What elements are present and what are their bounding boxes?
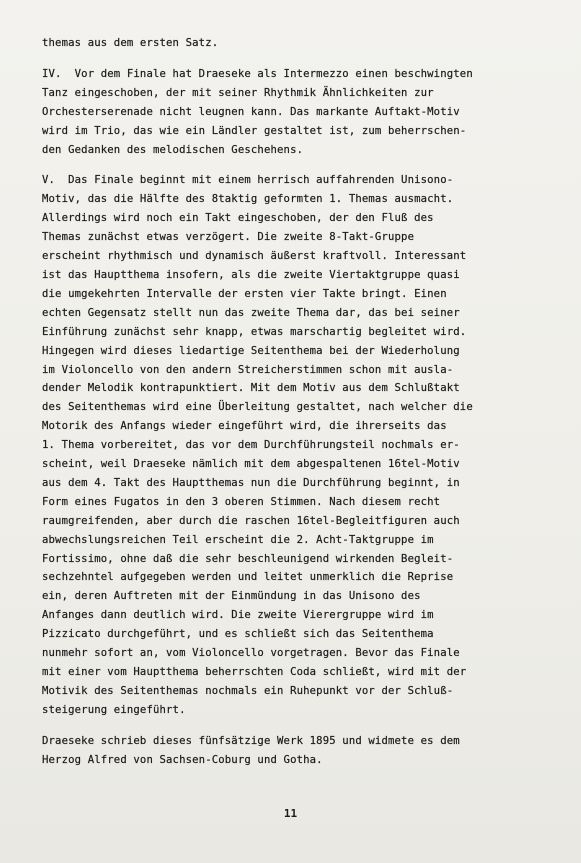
paragraph-gap [42, 159, 538, 171]
text-line: des Seitenthemas wird eine Überleitung gestaltet, nach welcher die [42, 401, 473, 414]
text-line: Draeseke schrieb dieses fünfsätzige Werk 1895 und widmete es dem [42, 734, 460, 747]
text-line: Herzog Alfred von Sachsen-Coburg und Gotha. [42, 753, 323, 766]
text-line: Motivik des Seitenthemas nochmals ein Ruhepunkt vor der Schluß- [42, 684, 454, 697]
text-line: Motiv, das die Hälfte des 8taktig geformten 1. Themas ausmacht. [42, 193, 454, 206]
text-line: Motorik des Anfangs wieder eingeführt wird, die ihrerseits das [42, 420, 447, 433]
page-number: 11 [283, 807, 298, 820]
text-line: Pizzicato durchgeführt, und es schließt sich das Seitenthema [42, 628, 434, 641]
text-line: scheint, weil Draeseke nämlich mit dem abgespaltenen 16tel-Motiv [42, 458, 460, 471]
text-line: raumgreifenden, aber durch die raschen 16tel-Begleitfiguren auch [42, 514, 460, 527]
text-line: 1. Thema vorbereitet, das vor dem Durchführungsteil nochmals er- [42, 439, 460, 452]
text-line: Einführung zunächst sehr knapp, etwas marschartig begleitet wird. [42, 325, 467, 338]
text-line: Form eines Fugatos in den 3 oberen Stimmen. Nach diesem recht [42, 495, 441, 508]
text-line: mit einer vom Hauptthema beherrschten Coda schließt, wird mit der [42, 666, 467, 678]
text-line: Themas zunächst etwas verzögert. Die zweite 8-Takt-Gruppe [42, 231, 415, 244]
paragraph [42, 171, 538, 719]
body-text [42, 34, 538, 770]
text-line: themas aus dem ersten Satz. [42, 37, 219, 49]
text-line: dender Melodik kontrapunktiert. Mit dem Motiv aus dem Schlußtakt [42, 382, 460, 395]
text-line: steigerung eingeführt. [42, 703, 186, 716]
text-line: Hingegen wird dieses liedartige Seitenthema bei der Wiederholung [42, 344, 460, 357]
text-line: echten Gegensatz stellt nun das zweite Thema dar, das bei seiner [42, 306, 460, 319]
text-line: wird im Trio, das wie ein Ländler gestaltet ist, zum beherrschen- [42, 124, 467, 137]
text-line: Fortissimo, ohne daß die sehr beschleunigend wirkenden Begleit- [42, 552, 454, 565]
paragraph [42, 34, 538, 53]
text-line: Allerdings wird noch ein Takt eingeschoben, der den Fluß des [42, 212, 434, 225]
text-line: abwechslungsreichen Teil erscheint die 2. Acht-Taktgruppe im [42, 533, 434, 546]
text-line: ein, deren Auftreten mit der Einmündung in das Unisono des [42, 590, 421, 603]
paragraph-gap [42, 53, 538, 65]
paragraph-gap [42, 720, 538, 732]
text-line: Anfanges dann deutlich wird. Die zweite Vierergruppe wird im [42, 609, 434, 622]
paragraph [42, 732, 538, 770]
text-line: erscheint rhythmisch und dynamisch äußerst kraftvoll. Interessant [42, 250, 467, 263]
text-line: sechzehntel aufgegeben werden und leitet unmerklich die Reprise [42, 571, 454, 584]
text-line: den Gedanken des melodischen Geschehens. [42, 143, 304, 156]
text-line: nunmehr sofort an, vom Violoncello vorgetragen. Bevor das Finale [42, 647, 460, 660]
text-line: V. Das Finale beginnt mit einem herrisch auffahrenden Unisono- [42, 174, 454, 187]
text-line: im Violoncello von den andern Streicherstimmen schon mit ausla- [42, 363, 454, 376]
text-line: aus dem 4. Takt des Hauptthemas nun die Durchführung beginnt, in [42, 476, 460, 489]
text-line: IV. Vor dem Finale hat Draeseke als Intermezzo einen beschwingten [42, 67, 473, 80]
paragraph [42, 65, 538, 160]
text-line: Tanz eingeschoben, der mit seiner Rhythmik Ähnlichkeiten zur [42, 86, 434, 99]
text-line: ist das Hauptthema insofern, als die zweite Viertaktgruppe quasi [42, 268, 460, 281]
text-line: Orchesterserenade nicht leugnen kann. Das markante Auftakt-Motiv [42, 105, 460, 118]
text-line: die umgekehrten Intervalle der ersten vier Takte bringt. Einen [42, 287, 447, 300]
